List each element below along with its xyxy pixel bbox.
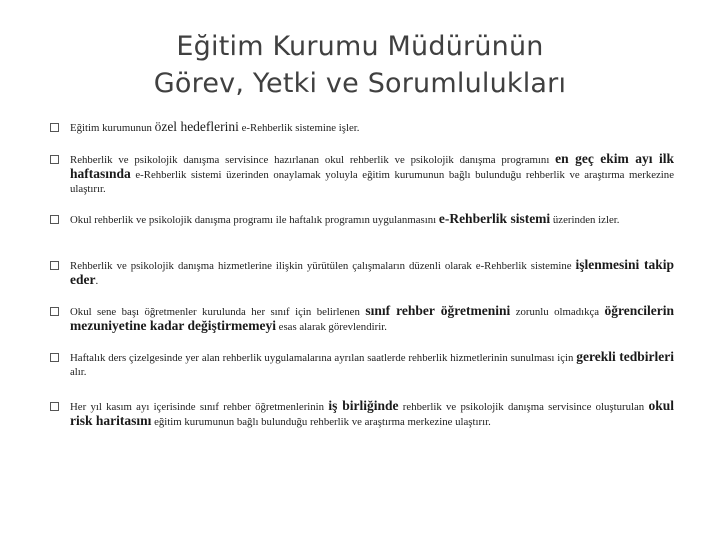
slide-title: [100, 28, 620, 102]
square-bullet-icon: [50, 261, 59, 270]
square-bullet-icon: [50, 402, 59, 411]
square-bullet-icon: [50, 155, 59, 164]
bullet-text: Okul sene başı öğretmenler kurulunda her sınıf için belirlenen sınıf rehber öğretmenini zorunlu olmadıkça öğrencilerin mezuniyetine kadar değiştirmemeyi esas alarak görevlendirir.: [70, 303, 675, 333]
bullet-text: Rehberlik ve psikolojik danışma servisince hazırlanan okul rehberlik ve psikolojik danışma programını en geç ekim ayı ilk haftasında e-Rehberlik sistemi üzerinden onaylamak yoluyla eğitim kurumunun bağlı bulunduğu rehberlik ve araştırma merkezine ulaştırır.: [70, 151, 674, 195]
bullet-text: Eğitim kurumunun özel hedeflerini e-Rehberlik sistemine işler.: [70, 119, 360, 134]
title-line-1: Eğitim Kurumu Müdürünün: [176, 31, 544, 62]
bullet-text: Okul rehberlik ve psikolojik danışma programı ile haftalık programın uygulanmasını e-Rehberlik sistemi üzerinden izler.: [70, 211, 620, 226]
square-bullet-icon: [50, 123, 59, 132]
square-bullet-icon: [50, 307, 59, 316]
title-line-2: Görev, Yetki ve Sorumlulukları: [153, 68, 567, 99]
bullet-text: Haftalık ders çizelgesinde yer alan rehberlik uygulamalarına ayrılan saatlerde rehberlik hizmetlerinin sunulması için gerekli tedbirleri alır.: [70, 349, 674, 378]
bullet-text: Her yıl kasım ayı içerisinde sınıf rehber öğretmenlerinin iş birliğinde rehberlik ve psikolojik danışma servisince oluşturulan okul risk haritasını eğitim kurumunun bağlı bulunduğu rehberlik ve araştırma merkezine ulaştırır.: [70, 398, 674, 428]
square-bullet-icon: [50, 353, 59, 362]
bullet-text: Rehberlik ve psikolojik danışma hizmetlerine ilişkin yürütülen çalışmaların düzenli olarak e-Rehberlik sistemine işlenmesini takip eder.: [70, 257, 674, 287]
square-bullet-icon: [50, 215, 59, 224]
